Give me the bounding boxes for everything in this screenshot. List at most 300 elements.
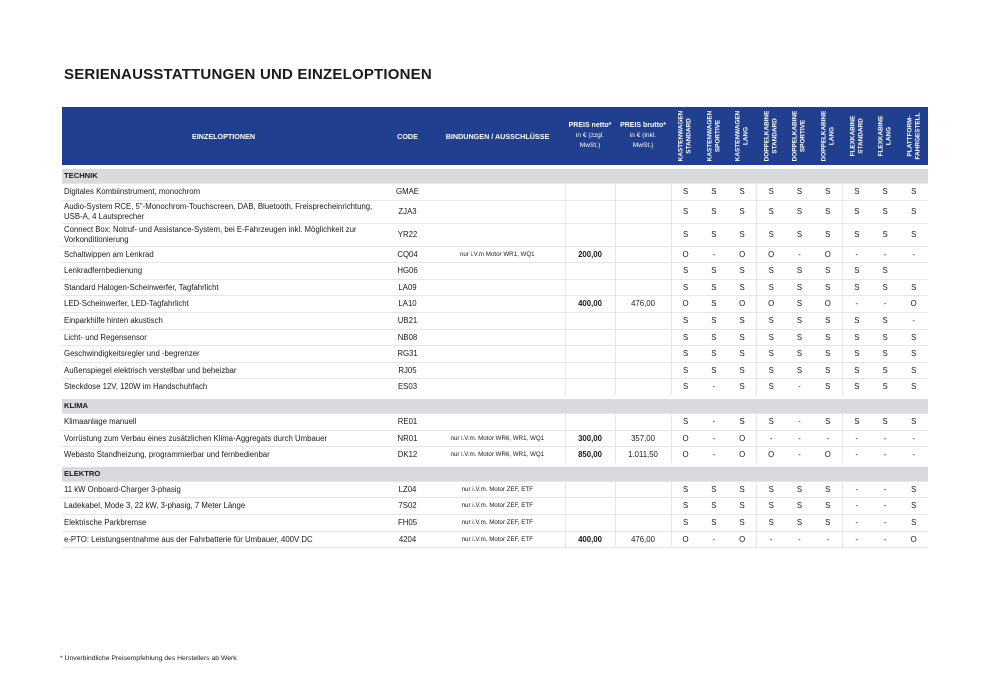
table-row xyxy=(62,296,928,313)
availability-cell: S xyxy=(814,223,843,246)
availability-cell: S xyxy=(785,481,814,498)
availability-cell: S xyxy=(728,498,757,515)
option-preis-brutto: 476,00 xyxy=(615,531,671,548)
option-preis-netto: 200,00 xyxy=(565,246,615,263)
availability-cell: S xyxy=(700,279,729,296)
variant-line1: DOPPELKABINE xyxy=(763,110,771,162)
option-bindungen xyxy=(430,279,565,296)
availability-cell: S xyxy=(842,379,871,397)
availability-cell: S xyxy=(899,514,928,531)
availability-cell: - xyxy=(842,498,871,515)
option-bindungen xyxy=(430,346,565,363)
preis-netto-sub1: in € (zzgl. xyxy=(575,132,605,139)
availability-cell: - xyxy=(871,447,900,465)
option-code: ES03 xyxy=(385,379,430,397)
availability-cell: S xyxy=(757,184,786,201)
option-bindungen xyxy=(430,312,565,329)
option-name: Einparkhilfe hinten akustisch xyxy=(62,312,385,329)
variant-line2: SPORTIVE xyxy=(799,119,807,153)
option-name: Ladekabel, Mode 3, 22 kW, 3-phasig, 7 Meter Länge xyxy=(62,498,385,515)
availability-cell: O xyxy=(899,531,928,548)
table-header-row xyxy=(62,107,928,167)
availability-cell: - xyxy=(842,296,871,313)
availability-cell: S xyxy=(871,346,900,363)
availability-cell: - xyxy=(700,379,729,397)
availability-cell: S xyxy=(728,379,757,397)
availability-cell: O xyxy=(728,531,757,548)
availability-cell: S xyxy=(671,346,700,363)
availability-cell xyxy=(899,263,928,280)
section-row-elektro xyxy=(62,465,928,482)
option-name: LED-Scheinwerfer, LED-Tagfahrlicht xyxy=(62,296,385,313)
availability-cell: O xyxy=(671,246,700,263)
availability-cell: S xyxy=(899,346,928,363)
option-preis-netto xyxy=(565,481,615,498)
availability-cell: S xyxy=(700,312,729,329)
header-variant-doppelkabine-sportive xyxy=(785,107,814,167)
availability-cell: S xyxy=(899,223,928,246)
availability-cell: S xyxy=(842,184,871,201)
availability-cell: S xyxy=(785,263,814,280)
availability-cell: - xyxy=(785,430,814,447)
option-code: FH05 xyxy=(385,514,430,531)
variant-line2: LANG xyxy=(742,126,750,146)
availability-cell: S xyxy=(671,362,700,379)
variant-line2: STANDARD xyxy=(770,118,778,154)
availability-cell: S xyxy=(871,312,900,329)
option-preis-netto xyxy=(565,279,615,296)
option-preis-brutto xyxy=(615,279,671,296)
availability-cell: S xyxy=(814,263,843,280)
availability-cell: S xyxy=(871,184,900,201)
availability-cell: S xyxy=(814,346,843,363)
availability-cell: S xyxy=(728,329,757,346)
table-row xyxy=(62,531,928,548)
availability-cell: - xyxy=(814,430,843,447)
header-variant-kastenwagen-lang xyxy=(728,107,757,167)
option-name: Außenspiegel elektrisch verstellbar und beheizbar xyxy=(62,362,385,379)
option-name: Connect Box: Notruf- und Assistance-System, bei E-Fahrzeugen inkl. Möglichkeit zur Vorkonditionierung xyxy=(62,223,385,246)
option-bindungen: nur i.V.m. Motor WR6, WR1, WQ1 xyxy=(430,430,565,447)
option-name: 11 kW Onboard-Charger 3-phasig xyxy=(62,481,385,498)
option-preis-brutto xyxy=(615,184,671,201)
availability-cell: S xyxy=(757,514,786,531)
option-name: Webasto Standheizung, programmierbar und fernbedienbar xyxy=(62,447,385,465)
availability-cell: S xyxy=(757,346,786,363)
availability-cell: - xyxy=(757,531,786,548)
availability-cell: S xyxy=(871,279,900,296)
option-preis-netto xyxy=(565,362,615,379)
availability-cell: S xyxy=(757,362,786,379)
header-variant-doppelkabine-standard xyxy=(757,107,786,167)
header-variant-kastenwagen-standard xyxy=(671,107,700,167)
availability-cell: - xyxy=(700,413,729,430)
availability-cell: S xyxy=(728,263,757,280)
table-body xyxy=(62,167,928,548)
availability-cell: O xyxy=(728,447,757,465)
availability-cell: S xyxy=(700,263,729,280)
option-preis-brutto: 357,00 xyxy=(615,430,671,447)
variant-line1: KASTENWAGEN xyxy=(677,110,685,162)
availability-cell: S xyxy=(785,312,814,329)
section-label: KLIMA xyxy=(62,397,928,414)
availability-cell: S xyxy=(757,379,786,397)
availability-cell: S xyxy=(728,514,757,531)
option-preis-brutto xyxy=(615,514,671,531)
option-name: Schaltwippen am Lenkrad xyxy=(62,246,385,263)
availability-cell: - xyxy=(871,481,900,498)
option-preis-brutto xyxy=(615,379,671,397)
availability-cell: - xyxy=(842,481,871,498)
availability-cell: S xyxy=(671,379,700,397)
availability-cell: S xyxy=(814,413,843,430)
availability-cell: S xyxy=(842,346,871,363)
option-bindungen: nur i.V.m. Motor ZEF, ETF xyxy=(430,481,565,498)
availability-cell: - xyxy=(785,379,814,397)
option-bindungen xyxy=(430,184,565,201)
availability-cell: - xyxy=(842,514,871,531)
variant-line2: STANDARD xyxy=(856,118,864,154)
availability-cell: - xyxy=(842,447,871,465)
availability-cell: S xyxy=(700,296,729,313)
table-row xyxy=(62,200,928,223)
availability-cell: S xyxy=(899,379,928,397)
preis-netto-title: PREIS netto* xyxy=(568,122,612,129)
option-preis-netto xyxy=(565,184,615,201)
availability-cell: S xyxy=(785,329,814,346)
availability-cell: - xyxy=(899,312,928,329)
availability-cell: - xyxy=(871,514,900,531)
footnote: * Unverbindliche Preisempfehlung des Herstellers ab Werk xyxy=(60,655,237,662)
option-name: Audio-System RCE, 5"-Monochrom-Touchscreen, DAB, Bluetooth, Freisprecheinrichtung, USB-A, 4 Lautsprecher xyxy=(62,200,385,223)
availability-cell: S xyxy=(899,498,928,515)
availability-cell: S xyxy=(728,346,757,363)
header-variant-plattform-fahrgestell xyxy=(899,107,928,167)
section-row-technik xyxy=(62,167,928,184)
table-row xyxy=(62,498,928,515)
availability-cell: S xyxy=(785,296,814,313)
availability-cell: O xyxy=(728,246,757,263)
option-bindungen xyxy=(430,362,565,379)
option-name: Standard Halogen-Scheinwerfer, Tagfahrlicht xyxy=(62,279,385,296)
table-row xyxy=(62,223,928,246)
availability-cell: S xyxy=(700,498,729,515)
option-code: LA10 xyxy=(385,296,430,313)
availability-cell: S xyxy=(871,362,900,379)
availability-cell: S xyxy=(671,263,700,280)
option-preis-brutto xyxy=(615,498,671,515)
availability-cell: S xyxy=(671,498,700,515)
option-bindungen xyxy=(430,379,565,397)
availability-cell: S xyxy=(728,481,757,498)
availability-cell: S xyxy=(757,200,786,223)
variant-line2: SPORTIVE xyxy=(713,119,721,153)
option-preis-netto xyxy=(565,223,615,246)
option-code: 7S02 xyxy=(385,498,430,515)
header-variant-flexkabine-lang xyxy=(871,107,900,167)
availability-cell: S xyxy=(728,200,757,223)
availability-cell: O xyxy=(671,430,700,447)
variant-line2: FAHRGESTELL xyxy=(913,112,921,160)
option-preis-brutto: 1.011,50 xyxy=(615,447,671,465)
options-table xyxy=(62,107,928,548)
option-code: LA09 xyxy=(385,279,430,296)
section-label: ELEKTRO xyxy=(62,465,928,482)
availability-cell: - xyxy=(871,246,900,263)
options-table-wrapper xyxy=(62,107,928,548)
availability-cell: S xyxy=(814,362,843,379)
option-code: YR22 xyxy=(385,223,430,246)
table-row xyxy=(62,246,928,263)
option-preis-netto: 300,00 xyxy=(565,430,615,447)
availability-cell: S xyxy=(871,200,900,223)
page-title: SERIENAUSSTATTUNGEN UND EINZELOPTIONEN xyxy=(64,66,432,83)
availability-cell: S xyxy=(814,279,843,296)
availability-cell: S xyxy=(899,413,928,430)
availability-cell: S xyxy=(899,329,928,346)
option-code: CQ04 xyxy=(385,246,430,263)
availability-cell: S xyxy=(671,312,700,329)
variant-line1: DOPPELKABINE xyxy=(820,110,828,162)
availability-cell: S xyxy=(728,312,757,329)
availability-cell: O xyxy=(757,447,786,465)
option-name: Lenkradfernbedienung xyxy=(62,263,385,280)
availability-cell: S xyxy=(871,379,900,397)
availability-cell: S xyxy=(814,200,843,223)
availability-cell: - xyxy=(700,531,729,548)
option-preis-brutto xyxy=(615,223,671,246)
availability-cell: S xyxy=(757,413,786,430)
option-code: GMAE xyxy=(385,184,430,201)
availability-cell: S xyxy=(700,329,729,346)
variant-line1: DOPPELKABINE xyxy=(791,110,799,162)
availability-cell: S xyxy=(757,498,786,515)
availability-cell: S xyxy=(899,184,928,201)
availability-cell: - xyxy=(814,531,843,548)
availability-cell: - xyxy=(785,531,814,548)
availability-cell: - xyxy=(842,531,871,548)
option-code: RE01 xyxy=(385,413,430,430)
table-row xyxy=(62,379,928,397)
header-variant-doppelkabine-lang xyxy=(814,107,843,167)
option-name: Geschwindigkeitsregler und -begrenzer xyxy=(62,346,385,363)
availability-cell: S xyxy=(700,184,729,201)
section-label: TECHNIK xyxy=(62,167,928,184)
availability-cell: O xyxy=(757,246,786,263)
availability-cell: S xyxy=(814,481,843,498)
availability-cell: O xyxy=(728,430,757,447)
availability-cell: S xyxy=(785,184,814,201)
option-preis-netto xyxy=(565,514,615,531)
availability-cell: S xyxy=(700,346,729,363)
header-variant-kastenwagen-sportive xyxy=(700,107,729,167)
header-einzeloptionen: EINZELOPTIONEN xyxy=(62,107,385,167)
availability-cell: S xyxy=(728,184,757,201)
availability-cell: S xyxy=(814,498,843,515)
option-bindungen xyxy=(430,200,565,223)
option-code: HG06 xyxy=(385,263,430,280)
variant-line1: FLEXKABINE xyxy=(849,115,857,157)
availability-cell: - xyxy=(842,430,871,447)
availability-cell: S xyxy=(842,263,871,280)
option-name: Steckdose 12V, 120W im Handschuhfach xyxy=(62,379,385,397)
availability-cell: - xyxy=(700,246,729,263)
availability-cell: - xyxy=(700,447,729,465)
availability-cell: O xyxy=(728,296,757,313)
availability-cell: S xyxy=(757,312,786,329)
option-code: DK12 xyxy=(385,447,430,465)
availability-cell: S xyxy=(871,329,900,346)
availability-cell: S xyxy=(785,514,814,531)
availability-cell: S xyxy=(842,279,871,296)
availability-cell: - xyxy=(757,430,786,447)
availability-cell: S xyxy=(899,200,928,223)
variant-line2: LANG xyxy=(828,126,836,146)
availability-cell: S xyxy=(728,223,757,246)
availability-cell: S xyxy=(871,413,900,430)
availability-cell: S xyxy=(671,413,700,430)
availability-cell: O xyxy=(814,246,843,263)
availability-cell: S xyxy=(671,200,700,223)
availability-cell: S xyxy=(814,379,843,397)
availability-cell: S xyxy=(842,413,871,430)
availability-cell: S xyxy=(757,329,786,346)
availability-cell: S xyxy=(671,223,700,246)
option-bindungen xyxy=(430,413,565,430)
variant-line1: PLATTFORM- xyxy=(906,115,914,157)
availability-cell: S xyxy=(842,312,871,329)
availability-cell: S xyxy=(757,263,786,280)
option-bindungen: nur i.V.m. Motor ZEF, ETF xyxy=(430,531,565,548)
option-name: Digitales Kombiinstrument, monochrom xyxy=(62,184,385,201)
availability-cell: S xyxy=(671,279,700,296)
availability-cell: S xyxy=(671,481,700,498)
option-preis-brutto: 476,00 xyxy=(615,296,671,313)
option-code: RJ05 xyxy=(385,362,430,379)
header-bindungen: BINDUNGEN / AUSSCHLÜSSE xyxy=(430,107,565,167)
option-code: 4204 xyxy=(385,531,430,548)
option-code: NR01 xyxy=(385,430,430,447)
section-row-klima xyxy=(62,397,928,414)
option-name: Vorrüstung zum Verbau eines zusätzlichen Klima-Aggregats durch Umbauer xyxy=(62,430,385,447)
availability-cell: S xyxy=(785,362,814,379)
availability-cell: O xyxy=(671,447,700,465)
availability-cell: O xyxy=(814,296,843,313)
table-row xyxy=(62,184,928,201)
option-preis-brutto xyxy=(615,312,671,329)
availability-cell: - xyxy=(899,447,928,465)
option-bindungen: nur i.V.m Motor WR1, WQ1 xyxy=(430,246,565,263)
availability-cell: O xyxy=(671,531,700,548)
option-preis-brutto xyxy=(615,346,671,363)
variant-line2: LANG xyxy=(885,126,893,146)
availability-cell: S xyxy=(814,312,843,329)
option-preis-brutto xyxy=(615,481,671,498)
availability-cell: S xyxy=(757,279,786,296)
availability-cell: S xyxy=(785,346,814,363)
variant-line1: KASTENWAGEN xyxy=(734,110,742,162)
option-name: Klimaanlage manuell xyxy=(62,413,385,430)
availability-cell: - xyxy=(785,246,814,263)
availability-cell: - xyxy=(899,430,928,447)
availability-cell: S xyxy=(757,481,786,498)
availability-cell: - xyxy=(899,246,928,263)
availability-cell: S xyxy=(842,362,871,379)
option-bindungen: nur i.V.m. Motor WR6, WR1, WQ1 xyxy=(430,447,565,465)
option-name: e-PTO: Leistungsentnahme aus der Fahrbatterie für Umbauer, 400V DC xyxy=(62,531,385,548)
table-row xyxy=(62,329,928,346)
option-preis-netto: 400,00 xyxy=(565,531,615,548)
availability-cell: S xyxy=(728,279,757,296)
availability-cell: - xyxy=(700,430,729,447)
availability-cell: O xyxy=(899,296,928,313)
table-row xyxy=(62,430,928,447)
option-preis-netto xyxy=(565,200,615,223)
option-preis-netto xyxy=(565,329,615,346)
option-name: Elektrische Parkbremse xyxy=(62,514,385,531)
availability-cell: - xyxy=(871,296,900,313)
availability-cell: S xyxy=(700,481,729,498)
variant-line2: STANDARD xyxy=(685,118,693,154)
option-preis-netto xyxy=(565,263,615,280)
availability-cell: S xyxy=(671,184,700,201)
preis-brutto-sub2: MwSt.) xyxy=(632,142,654,149)
table-row xyxy=(62,362,928,379)
option-preis-netto xyxy=(565,379,615,397)
availability-cell: S xyxy=(814,184,843,201)
option-preis-brutto xyxy=(615,200,671,223)
header-preis-brutto xyxy=(615,107,671,167)
option-preis-netto xyxy=(565,413,615,430)
option-bindungen: nur i.V.m. Motor ZEF, ETF xyxy=(430,498,565,515)
availability-cell: - xyxy=(871,430,900,447)
option-bindungen xyxy=(430,223,565,246)
availability-cell: O xyxy=(757,296,786,313)
option-bindungen xyxy=(430,296,565,313)
availability-cell: O xyxy=(814,447,843,465)
preis-brutto-sub1: in € (inkl. xyxy=(629,132,657,139)
option-preis-brutto xyxy=(615,263,671,280)
option-preis-netto: 850,00 xyxy=(565,447,615,465)
option-code: ZJA3 xyxy=(385,200,430,223)
preis-brutto-title: PREIS brutto* xyxy=(620,122,666,129)
availability-cell: S xyxy=(700,362,729,379)
option-preis-brutto xyxy=(615,246,671,263)
table-row xyxy=(62,413,928,430)
table-row xyxy=(62,312,928,329)
availability-cell: - xyxy=(871,531,900,548)
option-preis-brutto xyxy=(615,413,671,430)
availability-cell: S xyxy=(842,223,871,246)
option-preis-netto xyxy=(565,346,615,363)
option-preis-netto: 400,00 xyxy=(565,296,615,313)
option-code: NB08 xyxy=(385,329,430,346)
table-row xyxy=(62,447,928,465)
availability-cell: S xyxy=(700,514,729,531)
availability-cell: S xyxy=(785,200,814,223)
table-row xyxy=(62,514,928,531)
availability-cell: - xyxy=(785,413,814,430)
availability-cell: S xyxy=(899,481,928,498)
availability-cell: S xyxy=(785,223,814,246)
availability-cell: S xyxy=(842,200,871,223)
option-code: UB21 xyxy=(385,312,430,329)
option-bindungen xyxy=(430,329,565,346)
option-bindungen xyxy=(430,263,565,280)
availability-cell: S xyxy=(700,223,729,246)
option-preis-brutto xyxy=(615,329,671,346)
option-name: Licht- und Regensensor xyxy=(62,329,385,346)
